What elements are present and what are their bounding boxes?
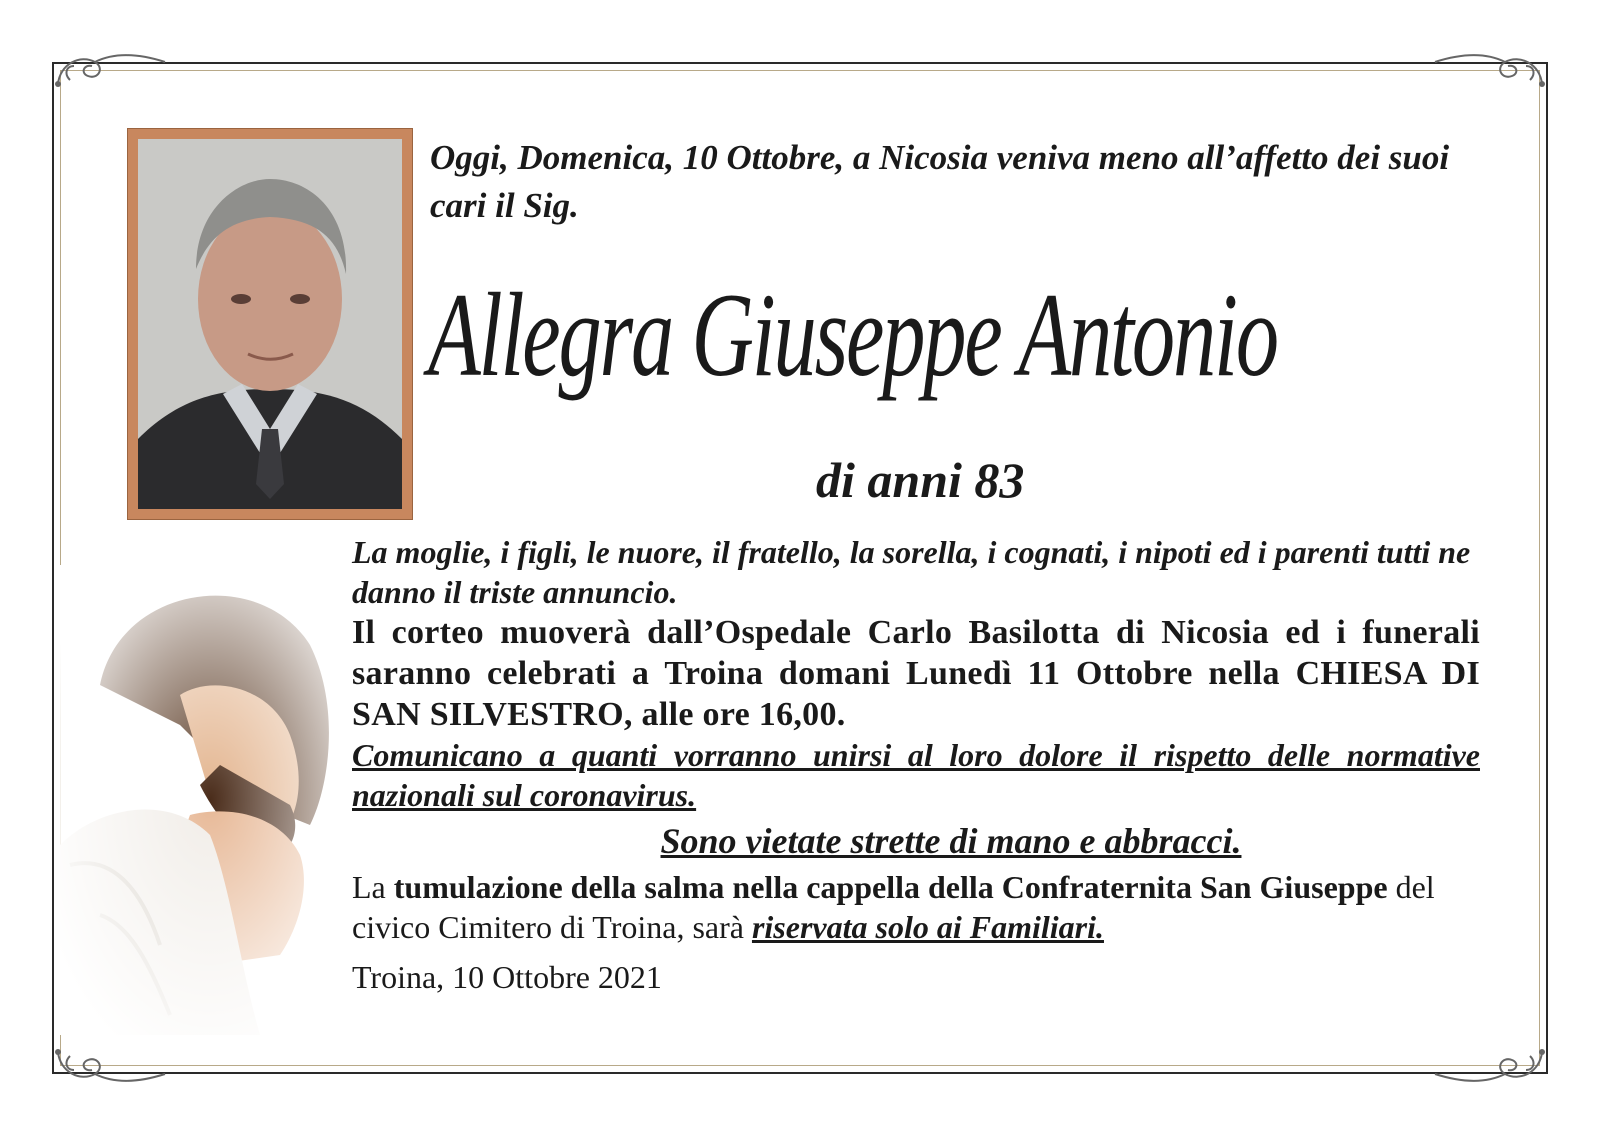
portrait-image — [138, 139, 402, 509]
corner-ornament-icon — [1430, 44, 1550, 94]
burial-text-3: del civico Cimitero di Troina, sarà — [352, 869, 1435, 945]
praying-jesus-illustration — [60, 565, 360, 1035]
corner-ornament-icon — [1430, 1042, 1550, 1092]
burial-paragraph — [352, 867, 1480, 947]
corner-ornament-icon — [50, 1042, 170, 1092]
age-text: di anni 83 — [816, 452, 1025, 508]
burial-text-2: tumulazione della salma nella cappella della Confraternita San Giuseppe — [393, 869, 1388, 905]
announcement-paragraph: La moglie, i figli, le nuore, il fratello, la sorella, i cognati, i nipoti ed i parenti tutti ne danno il triste annuncio. — [352, 534, 1471, 610]
burial-text-1: La — [352, 869, 394, 905]
place-date: Troina, 10 Ottobre 2021 — [352, 959, 662, 995]
covid-notice: Comunicano a quanti vorranno unirsi al loro dolore il rispetto delle normative nazionali sul coronavirus. — [352, 737, 1480, 813]
intro-text: Oggi, Domenica, 10 Ottobre, a Nicosia veniva meno all’affetto dei suoi cari il Sig. — [430, 138, 1450, 225]
funeral-paragraph: Il corteo muoverà dall’Ospedale Carlo Basilotta di Nicosia ed i funerali saranno celebrati a Troina domani Lunedì 11 Ottobre nella CHIESA DI SAN SILVESTRO, alle ore 16,00. — [352, 614, 1480, 733]
corner-ornament-icon — [50, 44, 170, 94]
burial-text-4: riservata solo ai Familiari. — [751, 909, 1104, 945]
deceased-name: Allegra Giuseppe Antonio — [428, 268, 1277, 401]
portrait-photo — [127, 128, 413, 520]
no-contact-notice: Sono vietate strette di mano e abbracci. — [660, 821, 1242, 861]
notice-body — [352, 532, 1480, 997]
